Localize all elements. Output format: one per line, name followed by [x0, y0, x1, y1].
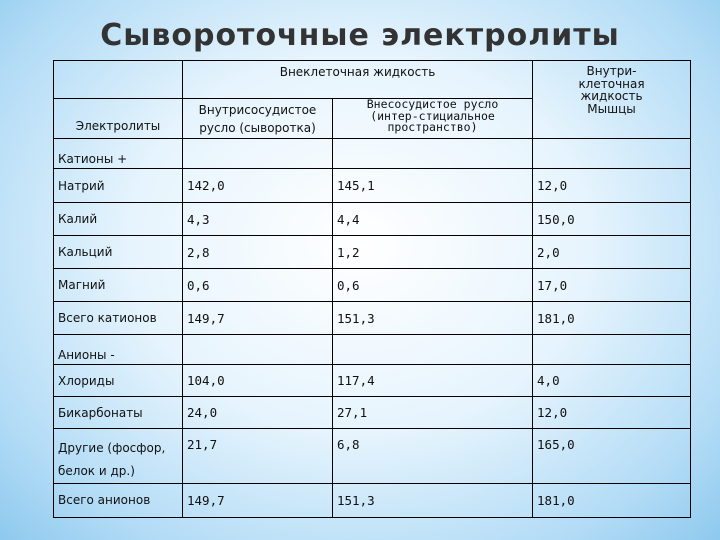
row-name: Всего катионов	[54, 302, 183, 335]
row-name: Всего анионов	[54, 483, 183, 517]
row-intracellular: 12,0	[533, 397, 691, 429]
row-interstitial: 6,8	[333, 429, 533, 484]
header-intravascular-line1: Внутрисосудистое	[198, 102, 317, 117]
row-name: Хлориды	[54, 365, 183, 397]
table-row	[54, 429, 691, 484]
section-anions-row	[54, 335, 691, 365]
header-electrolytes: Электролиты	[54, 99, 183, 139]
table-row	[54, 236, 691, 269]
row-name: Бикарбонаты	[54, 397, 183, 429]
row-intracellular: 17,0	[533, 269, 691, 302]
row-name	[54, 429, 183, 484]
header-extracellular: Внеклеточная жидкость	[183, 61, 533, 99]
row-serum: 104,0	[183, 365, 333, 397]
table-row	[54, 269, 691, 302]
header-intracellular-line2: клеточная	[578, 76, 645, 91]
table-row	[54, 203, 691, 236]
table-row	[54, 365, 691, 397]
row-interstitial: 151,3	[333, 483, 533, 517]
row-name: Кальций	[54, 236, 183, 269]
header-extravascular	[333, 99, 533, 139]
header-intracellular-line1: Внутри-	[586, 64, 637, 78]
row-interstitial: 117,4	[333, 365, 533, 397]
row-interstitial: 151,3	[333, 302, 533, 335]
header-intravascular	[183, 99, 333, 139]
row-name: Магний	[54, 269, 183, 302]
header-corner	[54, 61, 183, 99]
section-anions-label: Анионы -	[54, 335, 183, 365]
row-interstitial: 145,1	[333, 169, 533, 203]
row-serum: 24,0	[183, 397, 333, 429]
row-serum: 0,6	[183, 269, 333, 302]
header-intravascular-line2: русло (сыворотка)	[199, 120, 316, 135]
page-title: Сывороточные электролиты	[100, 18, 620, 53]
row-name: Калий	[54, 203, 183, 236]
row-interstitial: 4,4	[333, 203, 533, 236]
electrolytes-table	[53, 60, 691, 518]
row-serum: 149,7	[183, 483, 333, 517]
row-interstitial: 27,1	[333, 397, 533, 429]
row-name-line2: белок и др.)	[58, 463, 135, 478]
table-row	[54, 169, 691, 203]
row-interstitial: 0,6	[333, 269, 533, 302]
row-serum: 4,3	[183, 203, 333, 236]
row-intracellular: 12,0	[533, 169, 691, 203]
row-serum: 142,0	[183, 169, 333, 203]
row-interstitial: 1,2	[333, 236, 533, 269]
section-cations-label: Катионы +	[54, 139, 183, 169]
row-intracellular: 150,0	[533, 203, 691, 236]
header-row-1	[54, 61, 691, 99]
row-serum: 149,7	[183, 302, 333, 335]
header-intracellular	[533, 61, 691, 139]
header-intracellular-line4: Мышцы	[587, 101, 636, 116]
header-intracellular-line3: жидкость	[580, 89, 643, 104]
header-extravascular-line2: (интер-стициальное	[370, 108, 495, 123]
row-name-line1: Другие (фосфор,	[58, 441, 166, 455]
table-row-total-anions	[54, 483, 691, 517]
row-intracellular: 181,0	[533, 302, 691, 335]
row-serum: 2,8	[183, 236, 333, 269]
row-intracellular: 165,0	[533, 429, 691, 484]
row-intracellular: 4,0	[533, 365, 691, 397]
table-row-total-cations	[54, 302, 691, 335]
row-name: Натрий	[54, 169, 183, 203]
row-intracellular: 2,0	[533, 236, 691, 269]
row-serum: 21,7	[183, 429, 333, 484]
header-extravascular-line1: Внесосудистое русло	[366, 97, 499, 111]
row-intracellular: 181,0	[533, 483, 691, 517]
header-extravascular-line3: пространство)	[387, 120, 478, 134]
section-cations-row	[54, 139, 691, 169]
table-row	[54, 397, 691, 429]
